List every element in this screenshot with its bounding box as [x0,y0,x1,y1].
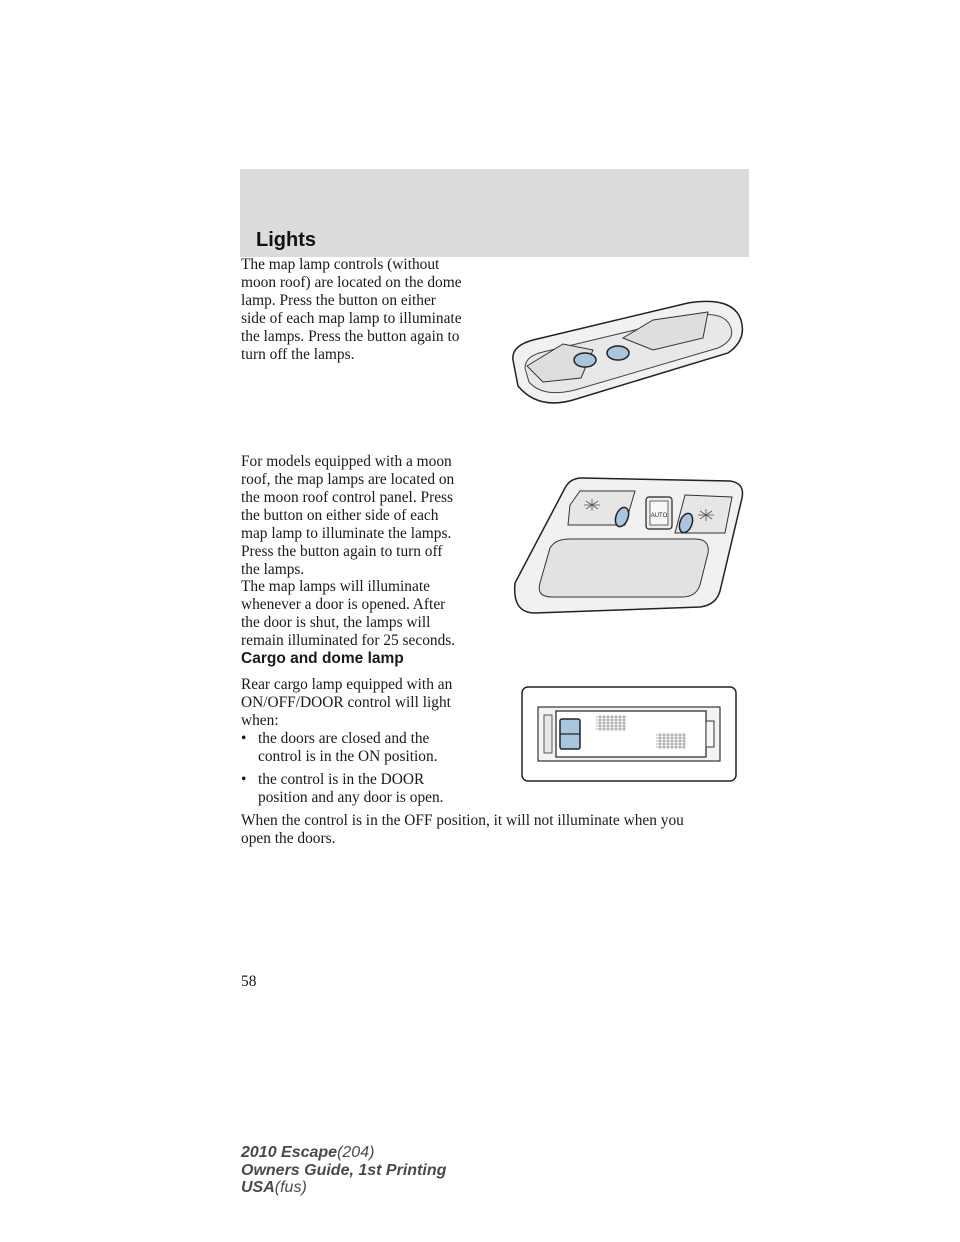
paragraph-cargo-lamp: Rear cargo lamp equipped with an ON/OFF/DOOR control will light when: [241,676,453,729]
footer-guide: Owners Guide, 1st Printing [241,1161,447,1179]
console-auto-label: AUTO [650,513,668,519]
footer-imprint [241,1144,446,1197]
moonroof-console-illustration [510,473,750,623]
bullet-text: the control is in the DOOR position and any door is open. [258,771,444,806]
section-header-band [240,169,749,257]
paragraph-map-lamp-door: The map lamps will illuminate whenever a door is opened. After the door is shut, the lamps will remain illuminated for 25 seconds. [241,578,456,649]
page-number: 58 [241,973,257,990]
paragraph-off-position: When the control is in the OFF position, it will not illuminate when you open the doors. [241,812,684,847]
footer-model-code: (204) [337,1144,375,1161]
map-lamp-button-left [574,353,596,367]
bullet-marker: • [241,730,247,747]
paragraph-map-lamp-with-moonroof: For models equipped with a moon roof, the map lamps are located on the moon roof control panel. Press the button on either side of each map lamp to illuminate the lamps. Press the button again to turn off the lamps. [241,453,455,578]
bullet-item [241,730,438,766]
dome-lamp-illustration [503,298,753,410]
map-lamp-button-right [607,346,629,360]
footer-model: 2010 Escape [241,1144,338,1161]
bullet-item [241,771,444,807]
footer-region: USA [241,1179,275,1196]
subheading-cargo-dome-lamp: Cargo and dome lamp [241,650,404,667]
paragraph-map-lamp-without-moonroof: The map lamp controls (without moon roof) are located on the dome lamp. Press the button on either side of each map lamp to illuminate the lamps. Press the button again to turn off the lamps. [241,256,462,363]
bullet-text: the doors are closed and the control is in the ON position. [258,730,438,765]
footer-region-code: (fus) [274,1179,307,1196]
bullet-marker: • [241,771,247,788]
cargo-lamp-illustration [520,685,738,783]
section-title: Lights [256,229,316,251]
